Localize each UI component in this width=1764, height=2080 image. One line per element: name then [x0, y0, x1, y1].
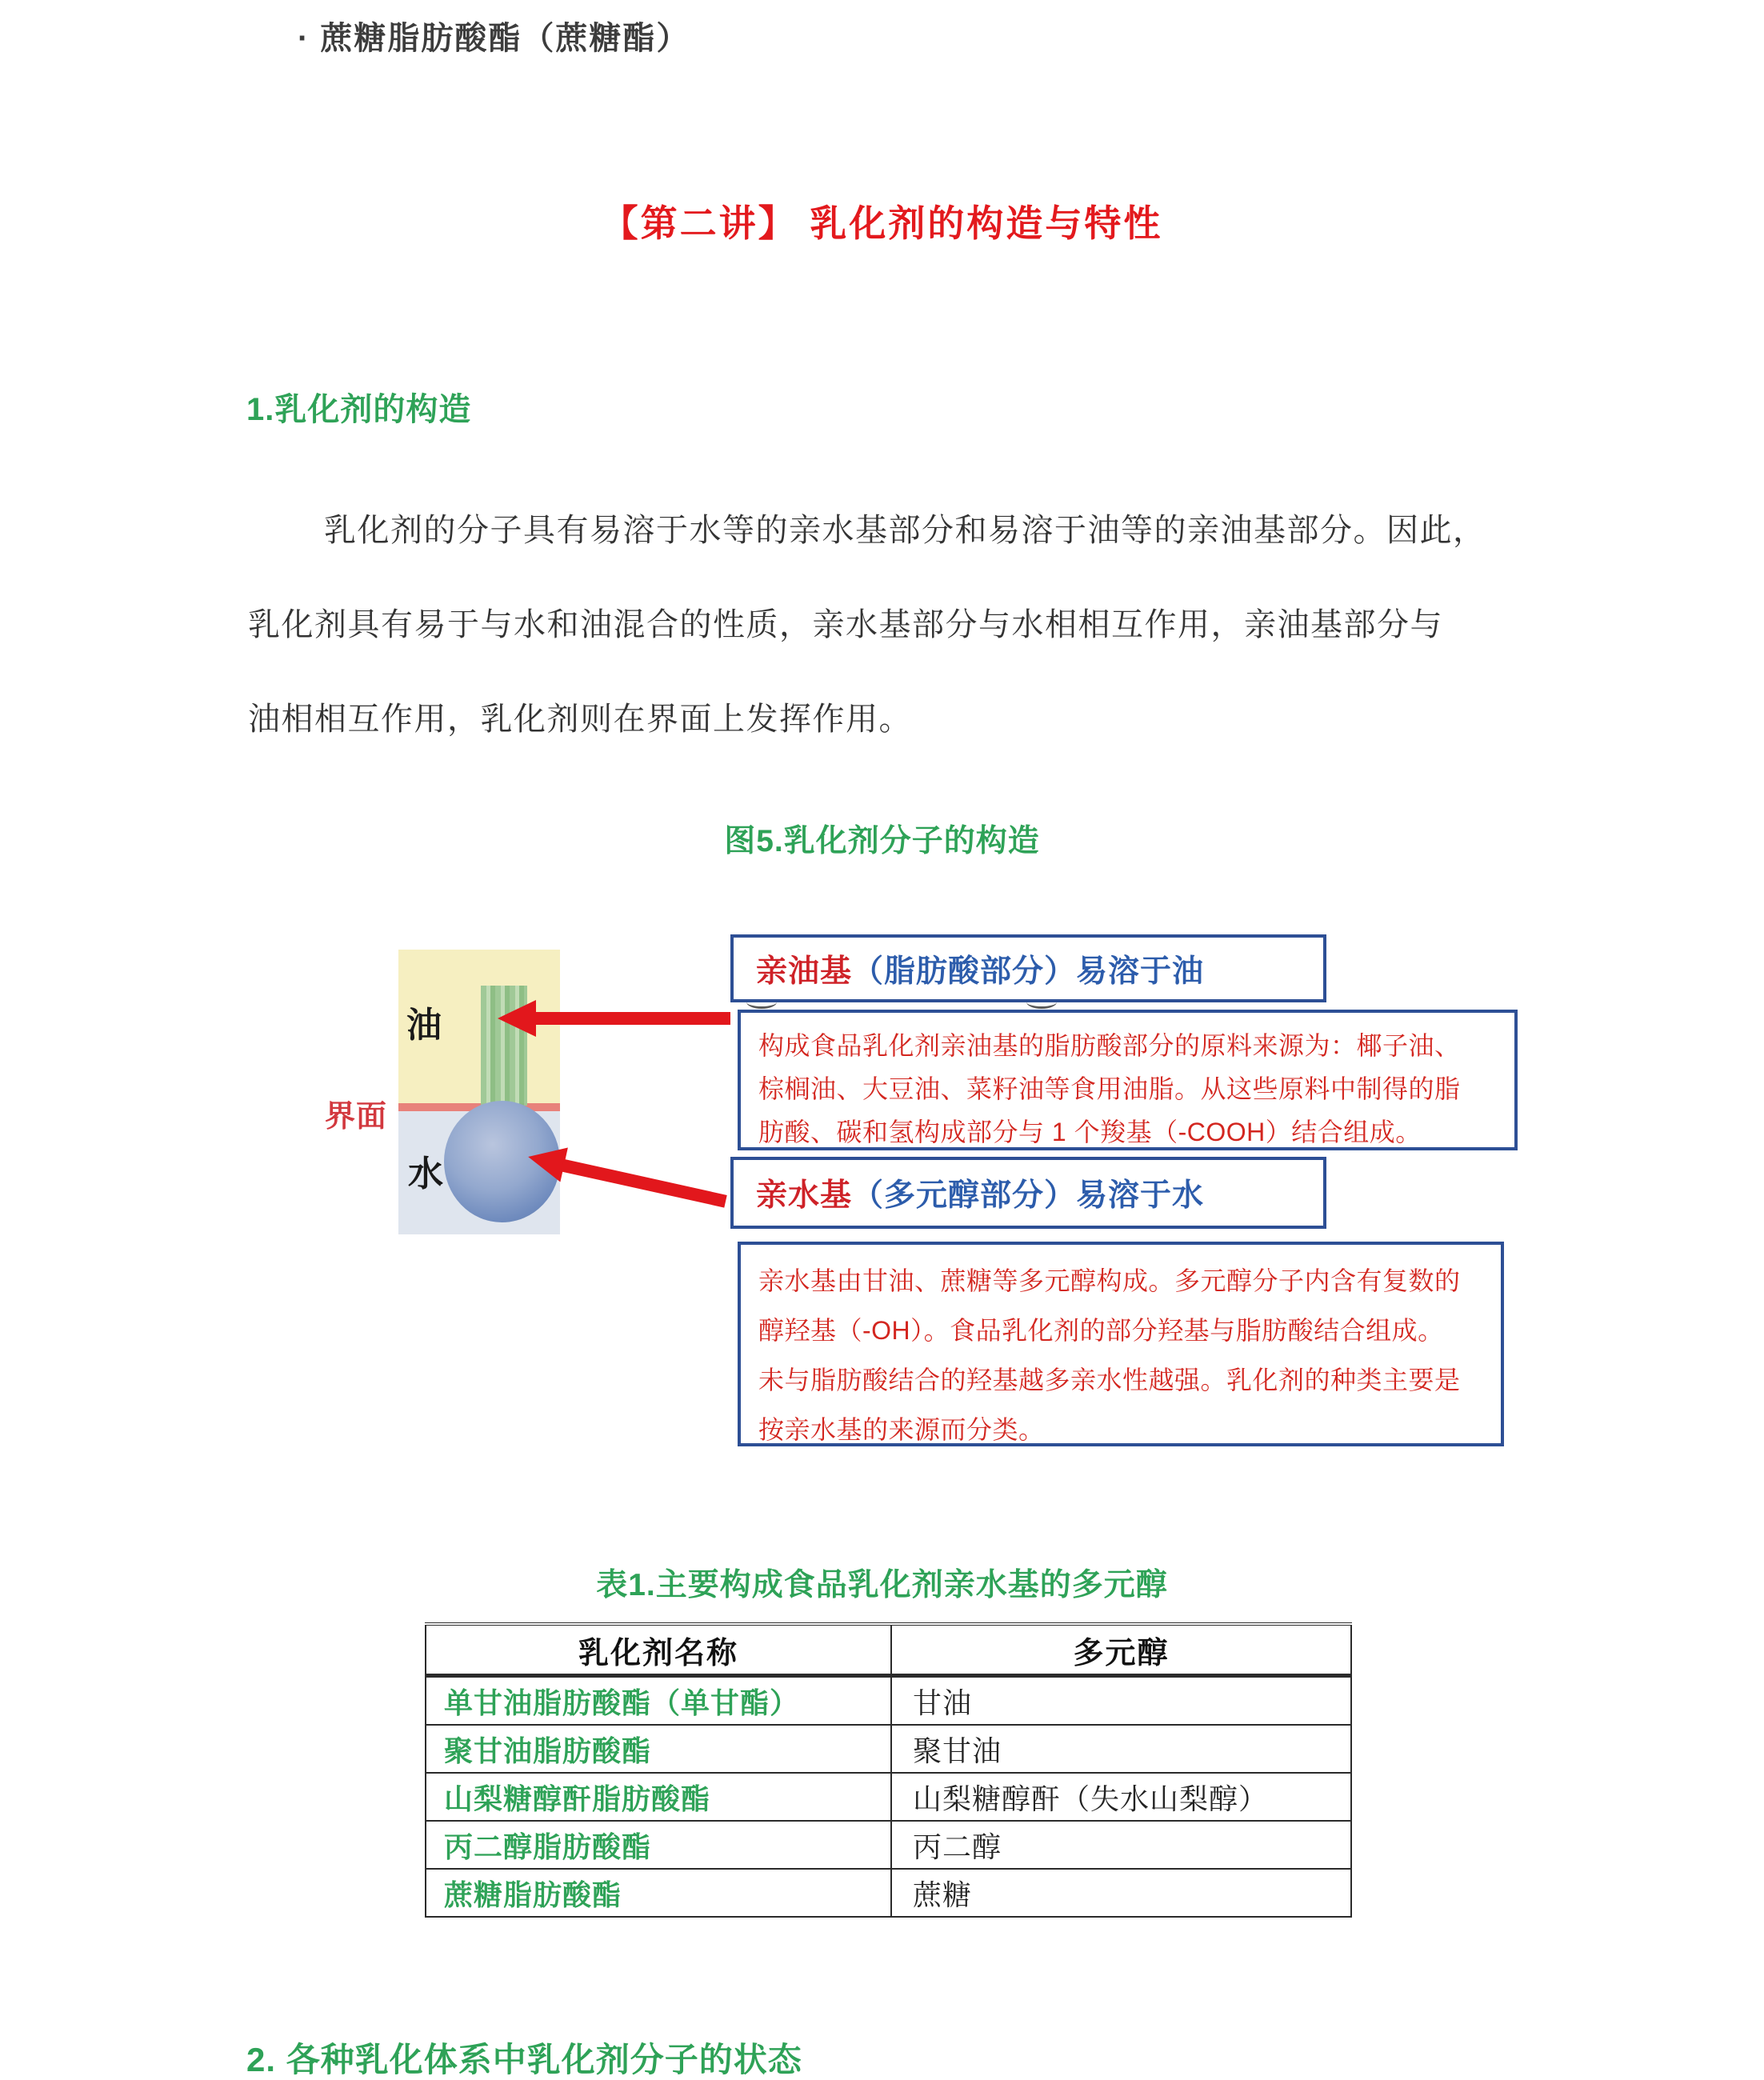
desc-line: 棕榈油、大豆油、菜籽油等食用油脂。从这些原料中制得的脂 [758, 1074, 1461, 1103]
lipophilic-tail-icon [481, 986, 527, 1106]
callout-rest: （多元醇部分）易溶于水 [852, 1178, 1205, 1213]
bullet-line: · 蔗糖脂肪酸酯（蔗糖酯） [298, 21, 690, 56]
table-cell-polyol: 甘油 [891, 1676, 1351, 1726]
table-cell-emulsifier: 蔗糖脂肪酸酯 [426, 1869, 891, 1917]
paragraph-line: 乳化剂具有易于与水和油混合的性质，亲水基部分与水相相互作用，亲油基部分与 [248, 607, 1443, 642]
oil-label: 油 [406, 1006, 442, 1045]
desc-line: 未与脂肪酸结合的羟基越多亲水性越强。乳化剂的种类主要是 [758, 1366, 1461, 1394]
table-row [426, 1773, 1351, 1821]
figure-caption: 图5.乳化剂分子的构造 [724, 824, 1040, 858]
interface-label: 界面 [325, 1100, 388, 1134]
table-cell-emulsifier: 单甘油脂肪酸酯（单甘酯） [426, 1676, 891, 1726]
arrow-shaft [561, 1159, 727, 1208]
desc-line: 亲水基由甘油、蔗糖等多元醇构成。多元醇分子内含有复数的 [758, 1266, 1461, 1295]
paragraph-line: 乳化剂的分子具有易溶于水等的亲水基部分和易溶于油等的亲油基部分。因此， [324, 513, 1486, 548]
table-header-cell: 乳化剂名称 [426, 1624, 891, 1676]
table-caption: 表1.主要构成食品乳化剂亲水基的多元醇 [596, 1568, 1168, 1602]
paragraph-line: 油相相互作用，乳化剂则在界面上发挥作用。 [248, 702, 912, 737]
callout-lipophilic-desc-box [738, 1010, 1518, 1150]
hydrophilic-head-icon [444, 1101, 560, 1222]
table-cell-emulsifier: 聚甘油脂肪酸酯 [426, 1725, 891, 1773]
table-header-row [426, 1624, 1351, 1676]
callout-hydrophilic-desc-box [738, 1242, 1504, 1446]
table-row [426, 1821, 1351, 1869]
table-cell-emulsifier: 丙二醇脂肪酸酯 [426, 1821, 891, 1869]
table-cell-polyol: 丙二醇 [891, 1821, 1351, 1869]
table-cell-polyol: 蔗糖 [891, 1869, 1351, 1917]
polyol-table [425, 1622, 1352, 1918]
callout-highlight: 亲水基 [756, 1178, 853, 1213]
arrow-shaft [534, 1012, 730, 1025]
table-row [426, 1676, 1351, 1726]
callout-hydrophilic-title-box [730, 1157, 1326, 1229]
table-cell-polyol: 山梨糖醇酐（失水山梨醇） [891, 1773, 1351, 1821]
table-cell-emulsifier: 山梨糖醇酐脂肪酸酯 [426, 1773, 891, 1821]
page-title: 【第二讲】 乳化剂的构造与特性 [601, 202, 1163, 244]
emulsion-diagram [398, 950, 560, 1234]
section-heading-1: 1.乳化剂的构造 [246, 392, 472, 427]
desc-line: 醇羟基（-OH）。食品乳化剂的部分羟基与脂肪酸结合组成。 [758, 1316, 1444, 1345]
table-row [426, 1869, 1351, 1917]
section-heading-2: 2. 各种乳化体系中乳化剂分子的状态 [246, 2041, 802, 2078]
table-row [426, 1725, 1351, 1773]
desc-line: 按亲水基的来源而分类。 [758, 1415, 1045, 1444]
callout-rest: （脂肪酸部分）易溶于油 [852, 954, 1205, 989]
callout-lipophilic-title-box [730, 934, 1326, 1002]
table-header-cell: 多元醇 [891, 1624, 1351, 1676]
callout-highlight: 亲油基 [756, 954, 853, 989]
water-label: 水 [408, 1154, 443, 1194]
desc-line: 构成食品乳化剂亲油基的脂肪酸部分的原料来源为：椰子油、 [758, 1031, 1461, 1060]
table-cell-polyol: 聚甘油 [891, 1725, 1351, 1773]
desc-line: 肪酸、碳和氢构成部分与 1 个羧基（-COOH）结合组成。 [758, 1118, 1422, 1146]
